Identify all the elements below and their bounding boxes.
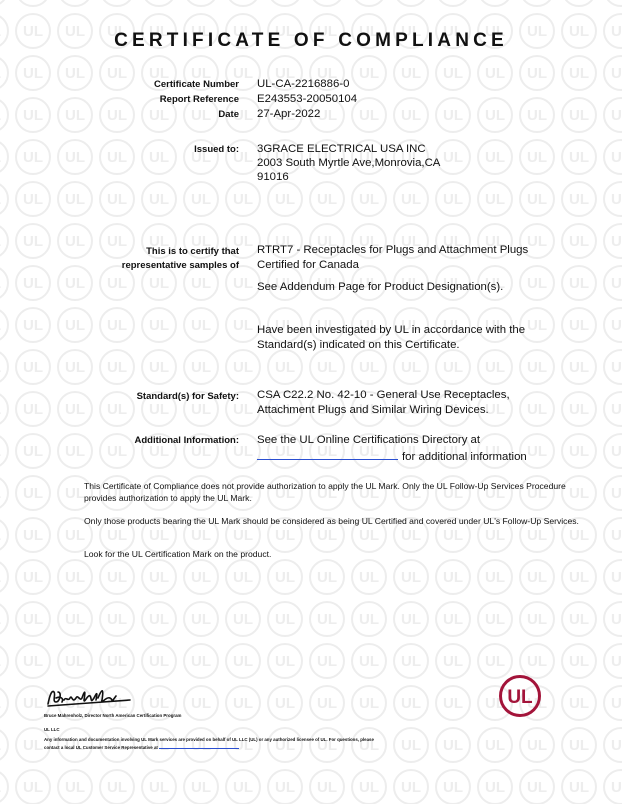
- signature-image: [44, 684, 134, 712]
- certify-label-line1: This is to certify that: [146, 246, 239, 257]
- additional-info-line2: [257, 448, 527, 464]
- issued-to-company: 3GRACE ELECTRICAL USA INC: [257, 143, 426, 155]
- investigated-line2: Standard(s) indicated on this Certificate.: [257, 339, 460, 351]
- date-label: Date: [218, 109, 239, 120]
- signatory-company: UL LLC: [44, 727, 60, 732]
- certify-label-line2: representative samples of: [121, 260, 239, 271]
- additional-info-label: Additional Information:: [134, 435, 239, 446]
- ul-logo: [498, 674, 542, 718]
- footer-disclaimer-line2: [44, 743, 239, 751]
- report-reference: E243553-20050104: [257, 93, 358, 105]
- standards-line1: CSA C22.2 No. 42-10 - General Use Receptacles,: [257, 389, 510, 401]
- additional-info-suffix: for additional information: [402, 451, 527, 463]
- certificate-title: CERTIFICATE OF COMPLIANCE: [114, 30, 508, 51]
- footer-disclaimer-line2-text: contact a local UL Customer Service Representative at: [44, 745, 158, 750]
- additional-info-line1: See the UL Online Certifications Directory at: [257, 434, 481, 446]
- product-certification: Certified for Canada: [257, 259, 359, 271]
- date-value: 27-Apr-2022: [257, 108, 321, 120]
- investigated-line1: Have been investigated by UL in accordance with the: [257, 324, 526, 336]
- ul-directory-link[interactable]: [257, 448, 398, 460]
- product-category: RTRT7 - Receptacles for Plugs and Attachment Plugs: [257, 244, 529, 256]
- customer-service-link[interactable]: [159, 743, 239, 749]
- footer-disclaimer-line1: Any information and documentation involving UL Mark services are provided on behalf of UL LLC (UL) or any authorized licensee of UL. For questions, please: [44, 737, 374, 742]
- notice-paragraph-1: This Certificate of Compliance does not provide authorization to apply the UL Mark. Only the UL Follow-Up Services Procedure provides authorization to apply the UL Mark.: [84, 481, 566, 503]
- notice-paragraph-3: Look for the UL Certification Mark on the product.: [84, 549, 272, 559]
- signatory-name-title: Bruce Mahrenholz, Director North American Certification Program: [44, 713, 182, 718]
- certificate-number: UL-CA-2216886-0: [257, 78, 350, 90]
- notice-paragraph-2: Only those products bearing the UL Mark should be considered as being UL Certified and covered under UL's Follow-Up Services.: [84, 516, 579, 526]
- issued-to-address: 2003 South Myrtle Ave,Monrovia,CA: [257, 157, 441, 169]
- standards-line2: Attachment Plugs and Similar Wiring Devices.: [257, 404, 489, 416]
- certificate-number-label: Certificate Number: [154, 79, 239, 90]
- standards-label: Standard(s) for Safety:: [136, 391, 239, 402]
- issued-to-zip: 91016: [257, 171, 289, 183]
- ul-logo-text: UL: [507, 687, 533, 708]
- addendum-note: See Addendum Page for Product Designation(s).: [257, 281, 504, 293]
- report-reference-label: Report Reference: [159, 94, 239, 105]
- issued-to-label: Issued to:: [194, 144, 239, 155]
